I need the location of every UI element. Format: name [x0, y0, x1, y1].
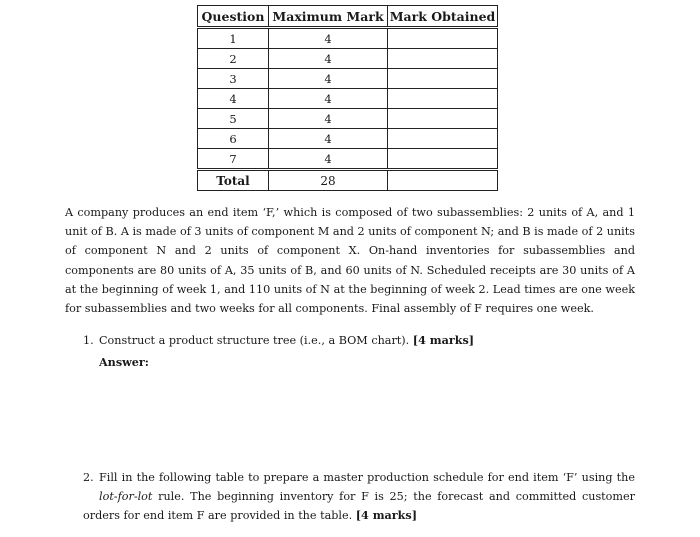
header-question: Question — [198, 6, 269, 28]
max-mark: 4 — [269, 28, 388, 49]
mark-obtained[interactable] — [388, 149, 498, 170]
question-number: 7 — [198, 149, 269, 170]
max-mark: 4 — [269, 49, 388, 69]
max-mark: 4 — [269, 129, 388, 149]
question-number: 6 — [198, 129, 269, 149]
question-number: 3 — [198, 69, 269, 89]
question-2-text-post: rule. The beginning inventory for F is 25; the forecast and committed customer orders for end item F are provided in the table. — [83, 490, 635, 523]
mark-obtained[interactable] — [388, 129, 498, 149]
question-2-number: 2. — [83, 471, 94, 484]
total-mark-obtained[interactable] — [388, 170, 498, 191]
max-mark: 4 — [269, 69, 388, 89]
total-max-mark: 28 — [269, 170, 388, 191]
question-number: 2 — [198, 49, 269, 69]
table-row — [198, 109, 498, 129]
table-row — [198, 89, 498, 109]
question-2-text-pre: Fill in the following table to prepare a master production schedule for end item ‘F’ using the — [99, 471, 635, 484]
question-1 — [83, 331, 635, 350]
question-2 — [83, 468, 635, 526]
question-1-marks: [4 marks] — [412, 333, 475, 347]
question-number: 1 — [198, 28, 269, 49]
problem-statement: A company produces an end item ‘F,’ which is composed of two subassemblies: 2 units of A, and 1 unit of B. A is made of 3 units of component M and 2 units of component N; and B is made of 2 units of component N and 2 units of component X. On-hand inventories for subassemblies and components are 80 units of A, 35 units of B, and 60 units of N. Scheduled receipts are 30 units of A at the beginning of week 1, and 110 units of N at the beginning of week 2. Lead times are one week for subassemblies and two weeks for all components. Final assembly of F requires one week. — [65, 206, 635, 316]
question-number: 4 — [198, 89, 269, 109]
table-row — [198, 129, 498, 149]
question-2-marks: [4 marks] — [355, 508, 418, 523]
mark-obtained[interactable] — [388, 89, 498, 109]
question-1-text: Construct a product structure tree (i.e., a BOM chart). — [99, 334, 410, 347]
mark-obtained[interactable] — [388, 28, 498, 49]
answer-label: Answer: — [99, 355, 149, 369]
question-number: 5 — [198, 109, 269, 129]
marks-table — [197, 5, 498, 191]
table-row — [198, 69, 498, 89]
total-label: Total — [198, 170, 269, 191]
table-row — [198, 28, 498, 49]
table-row — [198, 49, 498, 69]
mark-obtained[interactable] — [388, 109, 498, 129]
max-mark: 4 — [269, 109, 388, 129]
table-row — [198, 149, 498, 170]
mark-obtained[interactable] — [388, 69, 498, 89]
max-mark: 4 — [269, 149, 388, 170]
question-1-number: 1. — [83, 334, 94, 347]
max-mark: 4 — [269, 89, 388, 109]
total-row — [198, 170, 498, 191]
question-2-lot-for-lot: lot-for-lot — [99, 490, 153, 504]
header-mark-obtained: Mark Obtained — [388, 6, 498, 28]
table-header-row — [198, 6, 498, 28]
header-maximum-mark: Maximum Mark — [269, 6, 388, 28]
mark-obtained[interactable] — [388, 49, 498, 69]
